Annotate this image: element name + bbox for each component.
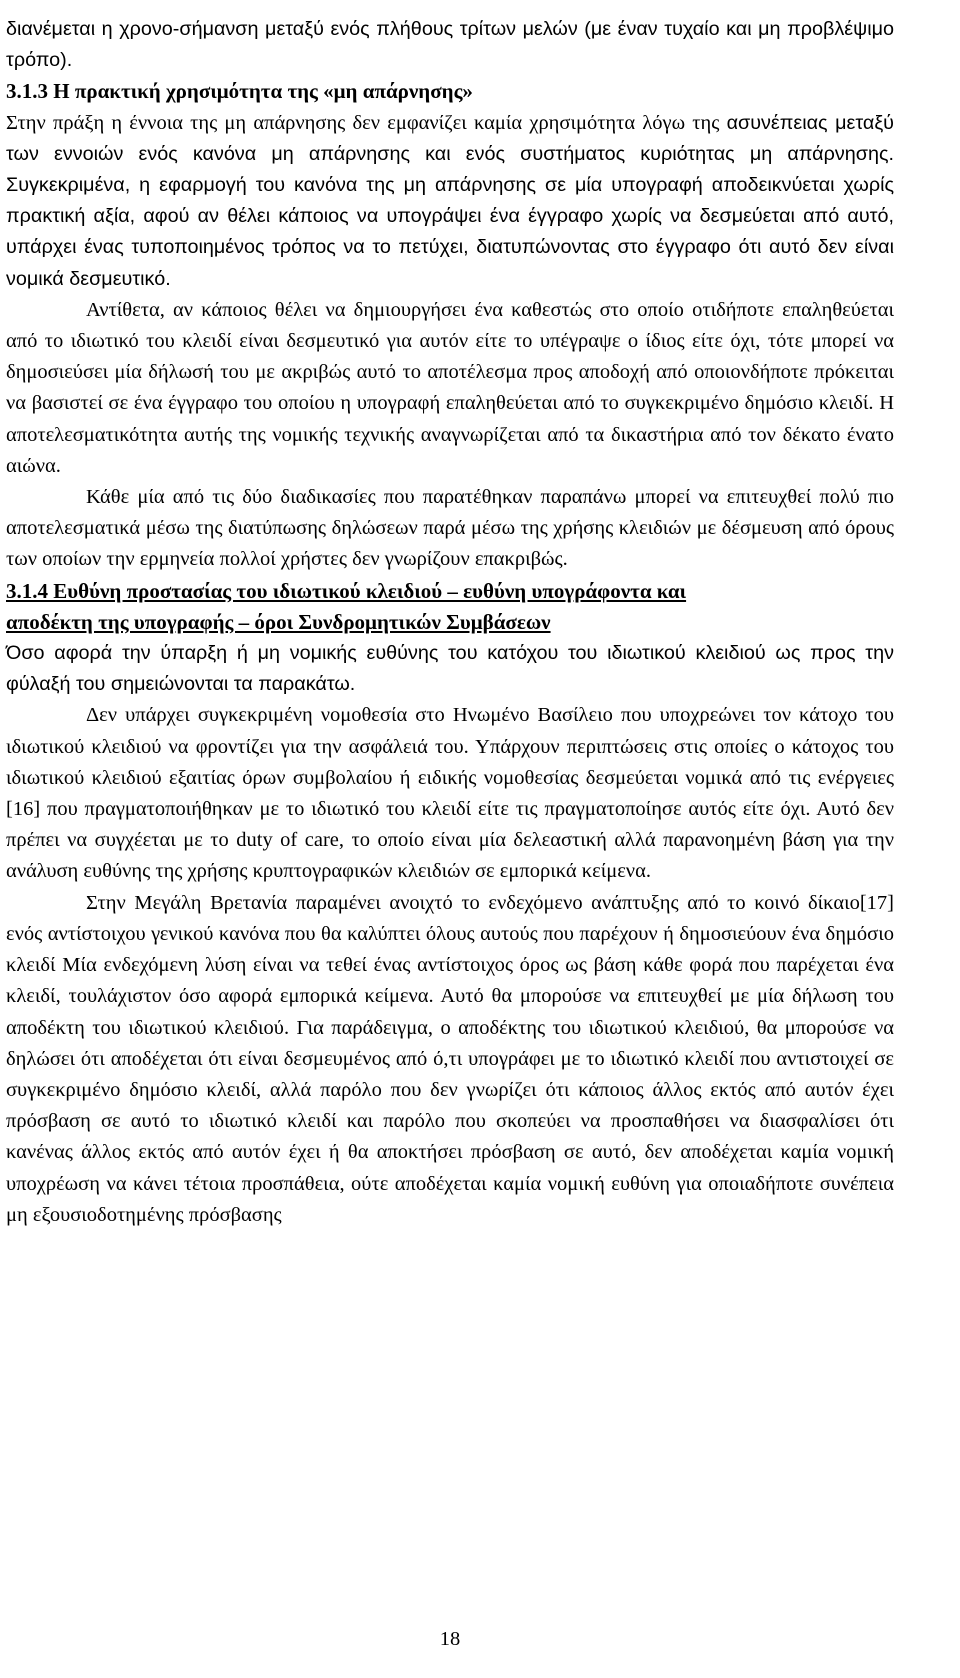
document-page — [6, 14, 894, 1231]
section-heading-3-1-3: 3.1.3 Η πρακτική χρησιμότητα της «μη απάρνησης» — [6, 79, 473, 104]
section-3-1-3-paragraph-2: Αντίθετα, αν κάποιος θέλει να δημιουργήσει ένα καθεστώς στο οποίο οτιδήποτε επαληθεύεται από το ιδιωτικό του κλειδί είναι δεσμευτικό για αυτόν είτε το υπέγραψε ο ίδιος είτε όχι, τότε μπορεί να δημοσιεύσει μία δήλωσή του με ακριβώς αυτό το αποτέλεσμα προς αποδοχή από οποιονδήποτε πρόκειται να βασιστεί σε ένα έγγραφο του οποίου η υπογραφή επαληθεύεται από το συγκεκριμένο δημόσιο κλειδί. Η αποτελεσματικότητα αυτής της νομικής τεχνικής αναγνωρίζεται από τα δικαστήρια από τον δέκατο ένατο αιώνα. — [6, 298, 894, 477]
section-3-1-4-paragraph-3: Στην Μεγάλη Βρετανία παραμένει ανοιχτό το ενδεχόμενο ανάπτυξης από το κοινό δίκαιο[17] ενός αντίστοιχου γενικού κανόνα που θα καλύπτει όλους αυτούς που παρέχουν ή δημοσιεύουν ένα δημόσιο κλειδί Μία ενδεχόμενη λύση είναι να τεθεί ένας αντίστοιχος όρος ως βάση κάθε φορά που παρέχεται ένα κλειδί, τουλάχιστον όσο αφορά εμπορικά κείμενα. Αυτό θα μπορούσε να επιτευχθεί με μία δήλωση του αποδέκτη του ιδιωτικού κλειδιού. Για παράδειγμα, ο αποδέκτης του ιδιωτικού κλειδιού, θα μπορούσε να δηλώσει ότι αποδέχεται ότι είναι δεσμευμένος από ό,τι υπογράφει με το ιδιωτικό κλειδί που αντιστοιχεί σε συγκεκριμένο δημόσιο κλειδί, αλλά παρόλο που δεν γνωρίζει ότι κάποιος άλλος εκτός από αυτόν έχει πρόσβαση σε αυτό το ιδιωτικό κλειδί και παρόλο που σκοπεύει να προσπαθήσει να διασφαλίσει ότι κανένας άλλος εκτός από αυτόν έχει ή θα αποκτήσει πρόσβαση σε αυτό, δεν αποδέχεται καμία νομική υποχρέωση να κάνει τέτοια προσπάθεια, ούτε αποδέχεται καμία νομική ευθύνη για οποιαδήποτε συνέπεια μη εξουσιοδοτημένης πρόσβασης — [6, 891, 894, 1226]
page-number: 18 — [439, 1628, 461, 1650]
section-heading-3-1-4-line-1: 3.1.4 Ευθύνη προστασίας του ιδιωτικού κλειδιού – ευθύνη υπογράφοντα και — [6, 578, 687, 603]
section-heading-3-1-4 — [6, 576, 894, 638]
section-3-1-4-paragraph-2: Δεν υπάρχει συγκεκριμένη νομοθεσία στο Ηνωμένο Βασίλειο που υποχρεώνει τον κάτοχο του ιδιωτικού κλειδιού να φροντίζει για την ασφάλειά του. Υπάρχουν περιπτώσεις στις οποίες ο κάτοχος του ιδιωτικού κλειδιού εξαιτίας όρων συμβολαίου ή ειδικής νομοθεσίας δεσμεύεται νομικά από τις ενέργειες [16] που πραγματοποιήθηκαν με το ιδιωτικό του κλειδί είτε τις πραγματοποίησε αυτός είτε όχι. Αυτό δεν πρέπει να συγχέεται με το duty of care, το οποίο είναι μία δελεαστική αλλά παρανοημένη βάση για την ανάλυση ευθύνης της χρήσης κρυπτογραφικών κλειδιών σε εμπορικά κείμενα. — [6, 704, 894, 883]
intro-paragraph: διανέμεται η χρονο-σήμανση μεταξύ ενός πλήθους τρίτων μελών (με έναν τυχαίο και μη προβλέψιμο τρόπο). — [6, 18, 894, 72]
section-heading-3-1-4-line-2: αποδέκτη της υπογραφής – όροι Συνδρομητικών Συμβάσεων — [6, 609, 551, 634]
paragraph-sans-fragment: ασυνέπειας μεταξύ των εννοιών ενός κανόνα μη απάρνησης και ενός συστήματος κυριότητας μη απάρνησης. Συγκεκριμένα, η εφαρμογή του κανόνα της μη απάρνησης σε μία υπογραφή αποδεικνύεται χωρίς πρακτική αξία, αφού αν θέλει κάποιος να υπογράψει ένα έγγραφο χωρίς να δεσμεύεται από αυτό, υπάρχει ένας τυποποιημένος τρόπος να το πετύχει, διατυπώνοντας στο έγγραφο ότι αυτό δεν είναι νομικά δεσμευτικό. — [6, 111, 894, 290]
section-3-1-4-paragraph-1: Όσο αφορά την ύπαρξη ή μη νομικής ευθύνης του κατόχου του ιδιωτικού κλειδιού ως προς την φύλαξή του σημειώνονται τα παρακάτω. — [6, 642, 894, 696]
section-3-1-3-paragraph-3: Κάθε μία από τις δύο διαδικασίες που παρατέθηκαν παραπάνω μπορεί να επιτευχθεί πολύ πιο αποτελεσματικά μέσω της διατύπωσης δηλώσεων παρά μέσω της χρήσης κλειδιών με δέσμευση από όρους των οποίων την ερμηνεία πολλοί χρήστες δεν γνωρίζουν επακριβώς. — [6, 486, 894, 571]
paragraph-serif-fragment: Στην πράξη η έννοια της μη απάρνησης δεν εμφανίζει καμία χρησιμότητα λόγω της — [6, 111, 727, 134]
section-3-1-3-paragraph-1 — [6, 108, 894, 295]
